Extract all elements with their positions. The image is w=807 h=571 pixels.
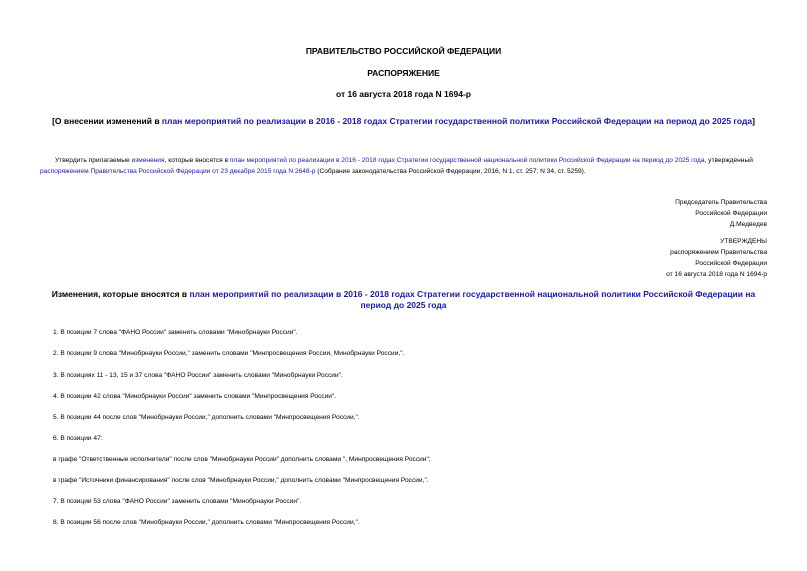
- changes-title-plan-link[interactable]: план мероприятий по реализации в 2016 - 2018 годах Стратегии государственной национальной политики Российской Федерации на период до 2025 года: [189, 289, 756, 310]
- approval-line-3: Российской Федерации: [695, 260, 767, 267]
- document-title: [40, 116, 767, 127]
- changes-title-prefix: Изменения, которые вносятся в: [51, 289, 190, 299]
- signature-line-1: Председатель Правительства: [675, 199, 767, 206]
- title-plan-link[interactable]: план мероприятий по реализации в 2016 - 2018 годах Стратегии государственной политики Российской Федерации на период до 2025 года: [161, 116, 753, 126]
- title-close: ]: [752, 116, 755, 126]
- signature-line-3: Д.Медведев: [729, 221, 767, 228]
- approval-block: [666, 236, 767, 280]
- changes-link[interactable]: изменения: [131, 157, 165, 164]
- signature-block: [675, 197, 767, 230]
- document-type: РАСПОРЯЖЕНИЕ: [367, 68, 440, 78]
- body-paragraph: [40, 155, 768, 177]
- title-open: [О внесении изменений в: [52, 116, 162, 126]
- list-item: 5. В позиции 44 после слов "Минобрнауки России," дополнить словами "Минпросвещения России,".: [53, 414, 360, 421]
- list-item: 2. В позиции 9 слова "Минобрнауки России," заменить словами "Минпросвещения России, Минобрнауки России,".: [53, 350, 405, 357]
- changes-title: [40, 289, 767, 311]
- government-heading: ПРАВИТЕЛЬСТВО РОССИЙСКОЙ ФЕДЕРАЦИИ: [305, 46, 502, 56]
- body-text-3: , утвержденный: [704, 157, 753, 164]
- plan-link[interactable]: план мероприятий по реализации в 2016 - 2018 годах Стратегии государственной национальной политики Российской Федерации на период до 2025 года: [229, 157, 705, 164]
- list-item: в графе "Источники финансирования" после слов "Минобрнауки России," дополнить словами "Минпросвещения России,".: [53, 477, 429, 484]
- signature-line-2: Российской Федерации: [695, 210, 767, 217]
- approval-line-2: распоряжением Правительства: [670, 249, 767, 256]
- list-item: в графе "Ответственные исполнители" после слов "Минобрнауки России" дополнить словами ", Минпросвещения России";: [53, 456, 431, 463]
- list-item: 3. В позициях 11 - 13, 15 и 37 слова "ФАНО России" заменить словами "Минобрнауки России".: [53, 372, 343, 379]
- approval-line-4: от 16 августа 2018 года N 1694-р: [666, 271, 767, 278]
- approval-line-1: УТВЕРЖДЕНЫ: [720, 238, 767, 245]
- list-item: 1. В позиции 7 слова "ФАНО России" заменить словами "Минобрнауки России".: [53, 329, 298, 336]
- list-item: 7. В позиции 53 слова "ФАНО России" заменить словами "Минобрнауки России".: [53, 498, 302, 505]
- document-date-number: от 16 августа 2018 года N 1694-р: [335, 89, 471, 99]
- body-text-1: Утвердить прилагаемые: [55, 157, 132, 164]
- body-text-2: , которые вносятся в: [164, 157, 230, 164]
- list-item: 4. В позиции 42 слова "Минобрнауки России" заменить словами "Минпросвещения России".: [53, 393, 337, 400]
- list-item: 8. В позиции 56 после слов "Минобрнауки России," дополнить словами "Минпросвещения России,".: [53, 519, 360, 526]
- body-text-4: (Собрание законодательства Российской Федерации, 2016, N 1, ст. 257; N 34, ст. 5259).: [315, 168, 586, 175]
- decree-link[interactable]: распоряжением Правительства Российской Федерации от 23 декабря 2015 года N 2648-р: [40, 168, 316, 175]
- list-item: 6. В позиции 47:: [53, 435, 103, 442]
